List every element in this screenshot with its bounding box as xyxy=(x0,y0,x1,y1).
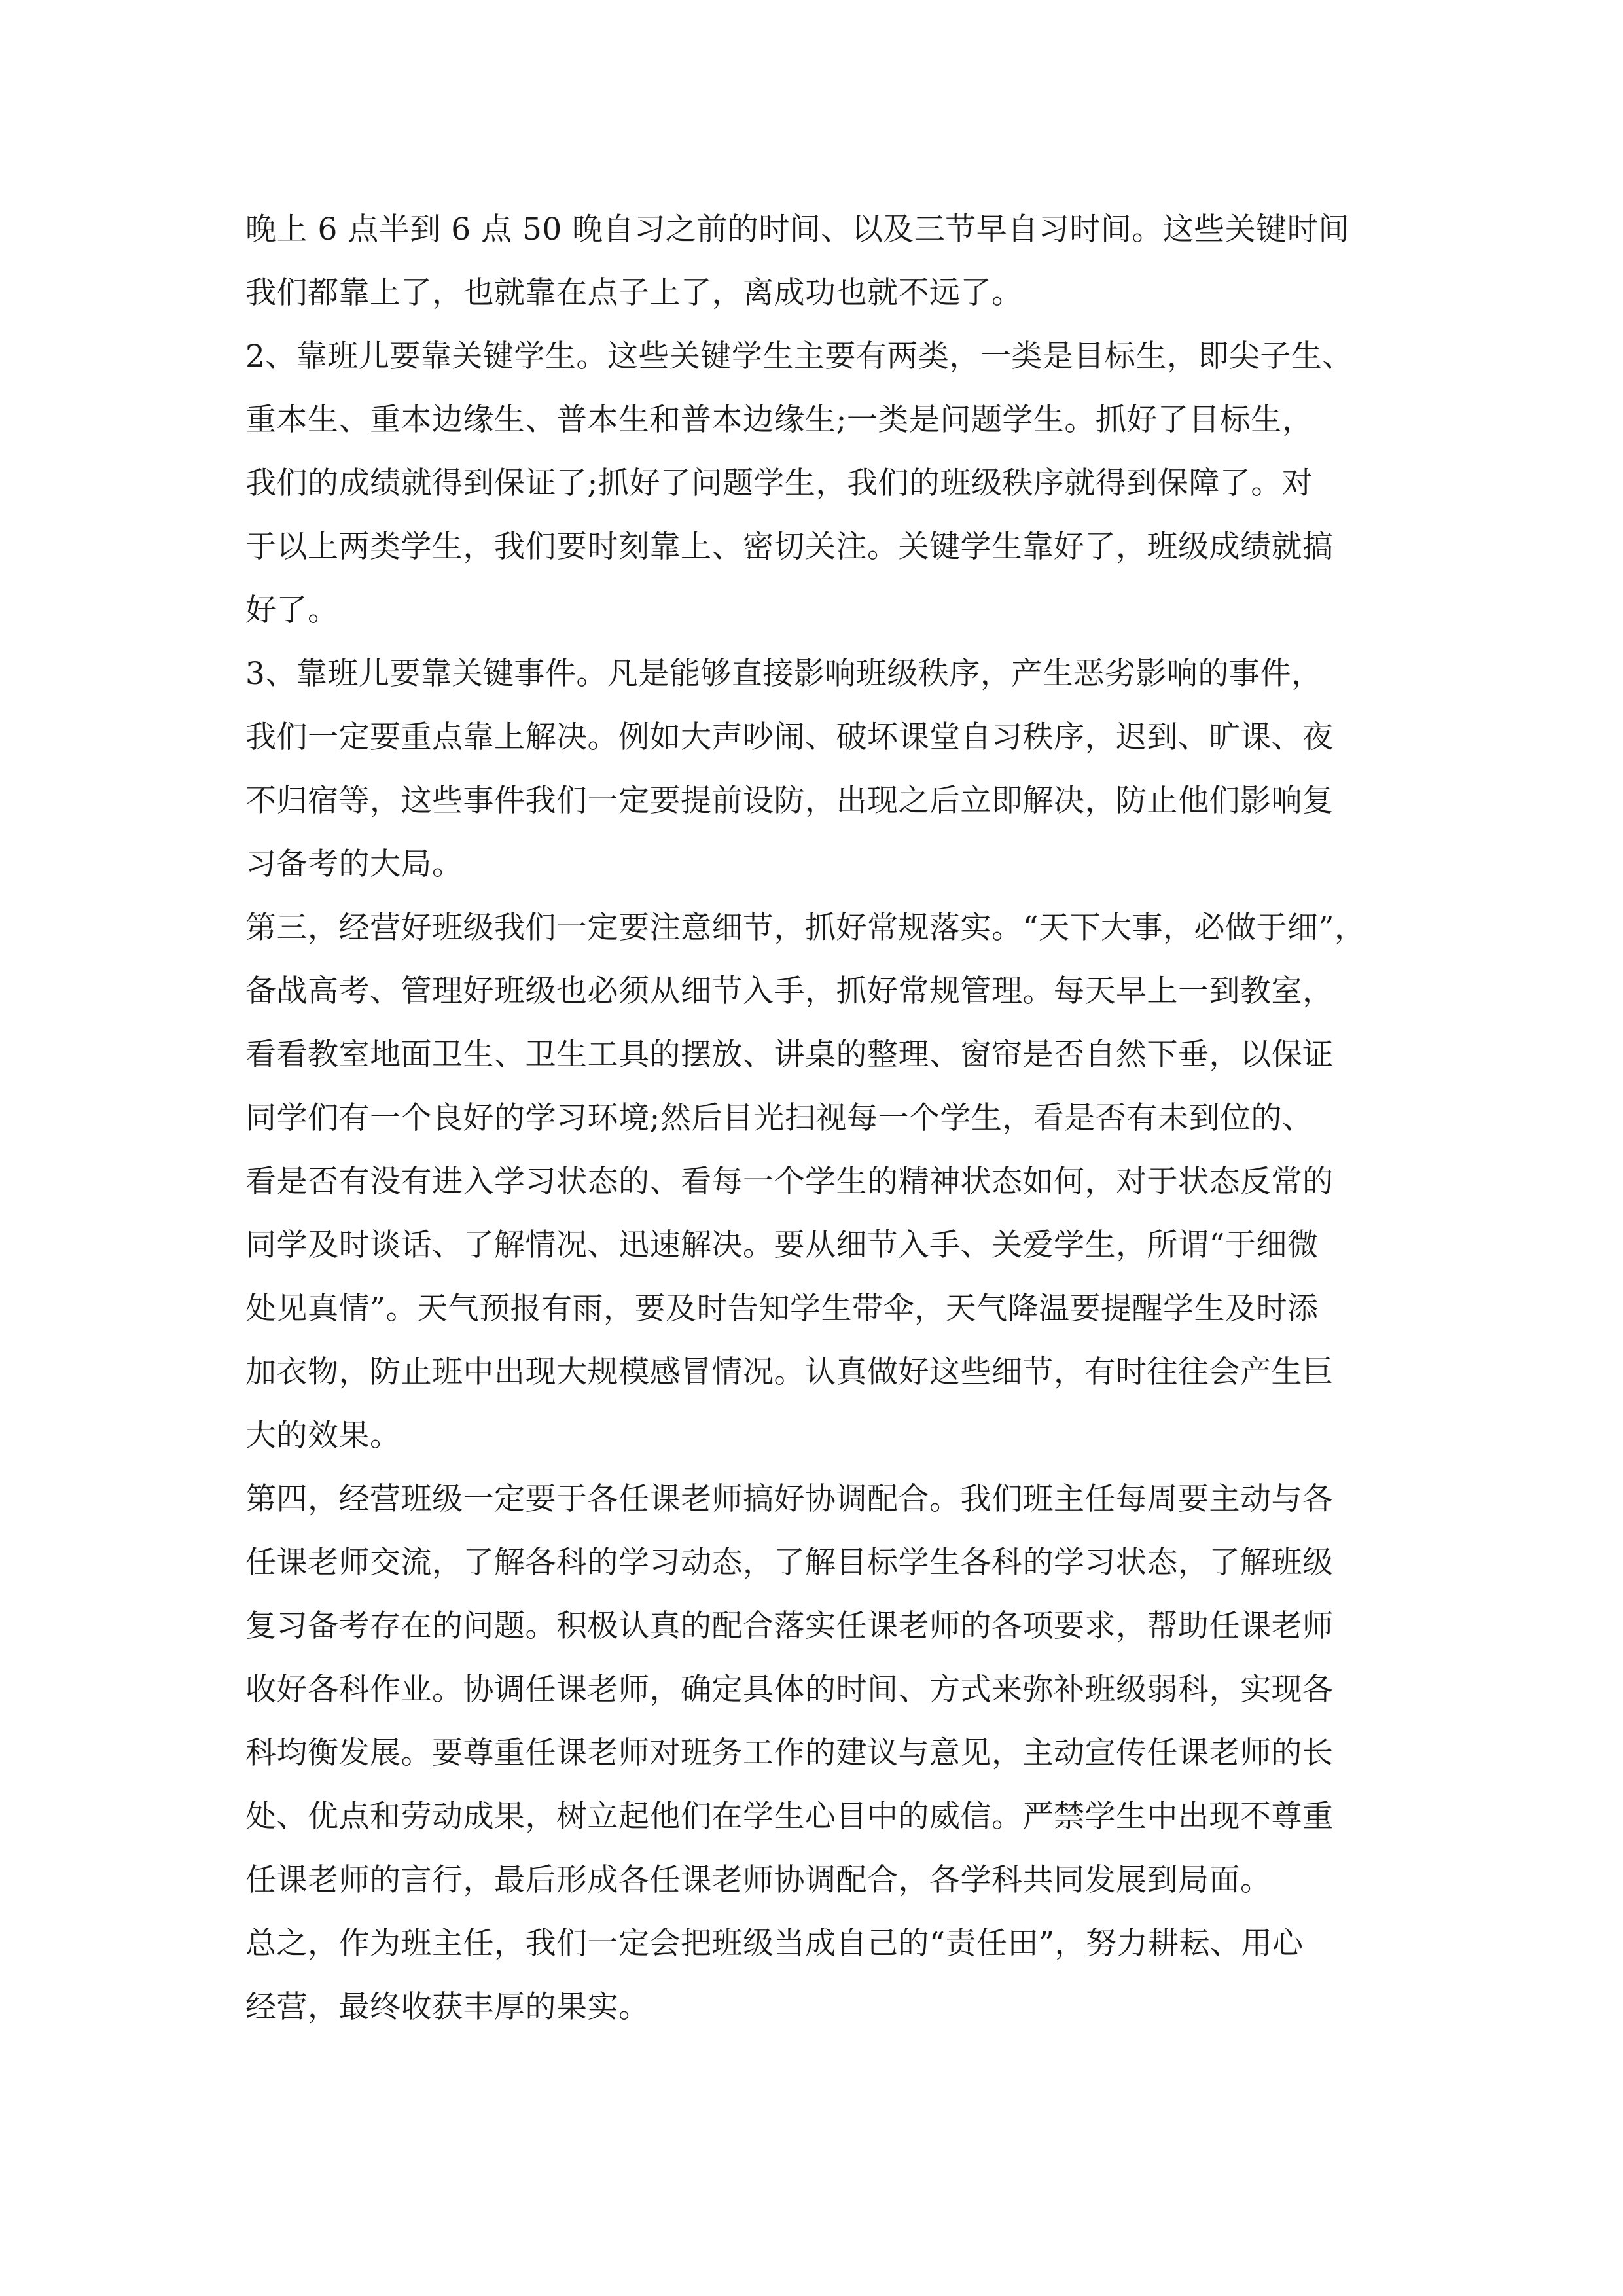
text-line: 习备考的大局。 xyxy=(245,846,463,882)
text-line: 3、靠班儿要靠关键事件。凡是能够直接影响班级秩序，产生恶劣影响的事件， xyxy=(245,656,1323,692)
text-line: 于以上两类学生，我们要时刻靠上、密切关注。关键学生靠好了，班级成绩就搞 xyxy=(245,529,1334,565)
text-line: 加衣物，防止班中出现大规模感冒情况。认真做好这些细节，有时往往会产生巨 xyxy=(245,1354,1334,1390)
text-line: 收好各科作业。协调任课老师，确定具体的时间、方式来弥补班级弱科，实现各 xyxy=(245,1672,1334,1708)
text-line: 复习备考存在的问题。积极认真的配合落实任课老师的各项要求，帮助任课老师 xyxy=(245,1608,1334,1644)
text-line: 处、优点和劳动成果，树立起他们在学生心目中的威信。严禁学生中出现不尊重 xyxy=(245,1799,1334,1835)
text-line: 看看教室地面卫生、卫生工具的摆放、讲桌的整理、窗帘是否自然下垂，以保证 xyxy=(245,1037,1334,1073)
text-line: 任课老师的言行，最后形成各任课老师协调配合，各学科共同发展到局面。 xyxy=(245,1862,1272,1898)
text-line: 不归宿等，这些事件我们一定要提前设防，出现之后立即解决，防止他们影响复 xyxy=(245,783,1334,819)
text-line: 好了。 xyxy=(245,592,339,628)
text-line: 同学们有一个良好的学习环境;然后目光扫视每一个学生，看是否有未到位的、 xyxy=(245,1100,1313,1136)
text-line: 总之，作为班主任，我们一定会把班级当成自己的“责任田”，努力耕耘、用心 xyxy=(245,1926,1304,1962)
text-line: 重本生、重本边缘生、普本生和普本边缘生;一类是问题学生。抓好了目标生， xyxy=(245,402,1313,438)
text-line: 处见真情”。天气预报有雨，要及时告知学生带伞，天气降温要提醒学生及时添 xyxy=(245,1291,1319,1327)
text-line: 科均衡发展。要尊重任课老师对班务工作的建议与意见，主动宣传任课老师的长 xyxy=(245,1735,1334,1771)
text-line: 第三，经营好班级我们一定要注意细节，抓好常规落实。“天下大事，必做于细”， xyxy=(245,910,1366,946)
body-text xyxy=(245,198,1397,2039)
text-line: 备战高考、管理好班级也必须从细节入手，抓好常规管理。每天早上一到教室， xyxy=(245,973,1334,1009)
text-line: 看是否有没有进入学习状态的、看每一个学生的精神状态如何，对于状态反常的 xyxy=(245,1164,1334,1200)
text-line: 第四，经营班级一定要于各任课老师搞好协调配合。我们班主任每周要主动与各 xyxy=(245,1481,1334,1517)
text-line: 我们一定要重点靠上解决。例如大声吵闹、破坏课堂自习秩序，迟到、旷课、夜 xyxy=(245,719,1334,755)
text-line: 我们都靠上了，也就靠在点子上了，离成功也就不远了。 xyxy=(245,275,1023,311)
text-line: 任课老师交流，了解各科的学习动态，了解目标学生各科的学习状态，了解班级 xyxy=(245,1545,1334,1581)
text-line: 晚上 6 点半到 6 点 50 晚自习之前的时间、以及三节早自习时间。这些关键时间 xyxy=(245,211,1349,247)
text-line: 经营，最终收获丰厚的果实。 xyxy=(245,1989,650,2025)
text-line: 大的效果。 xyxy=(245,1418,401,1454)
text-line: 同学及时谈话、了解情况、迅速解决。要从细节入手、关爱学生，所谓“于细微 xyxy=(245,1227,1319,1263)
text-line: 我们的成绩就得到保证了;抓好了问题学生，我们的班级秩序就得到保障了。对 xyxy=(245,465,1313,501)
text-line: 2、靠班儿要靠关键学生。这些关键学生主要有两类，一类是目标生，即尖子生、 xyxy=(245,338,1353,374)
